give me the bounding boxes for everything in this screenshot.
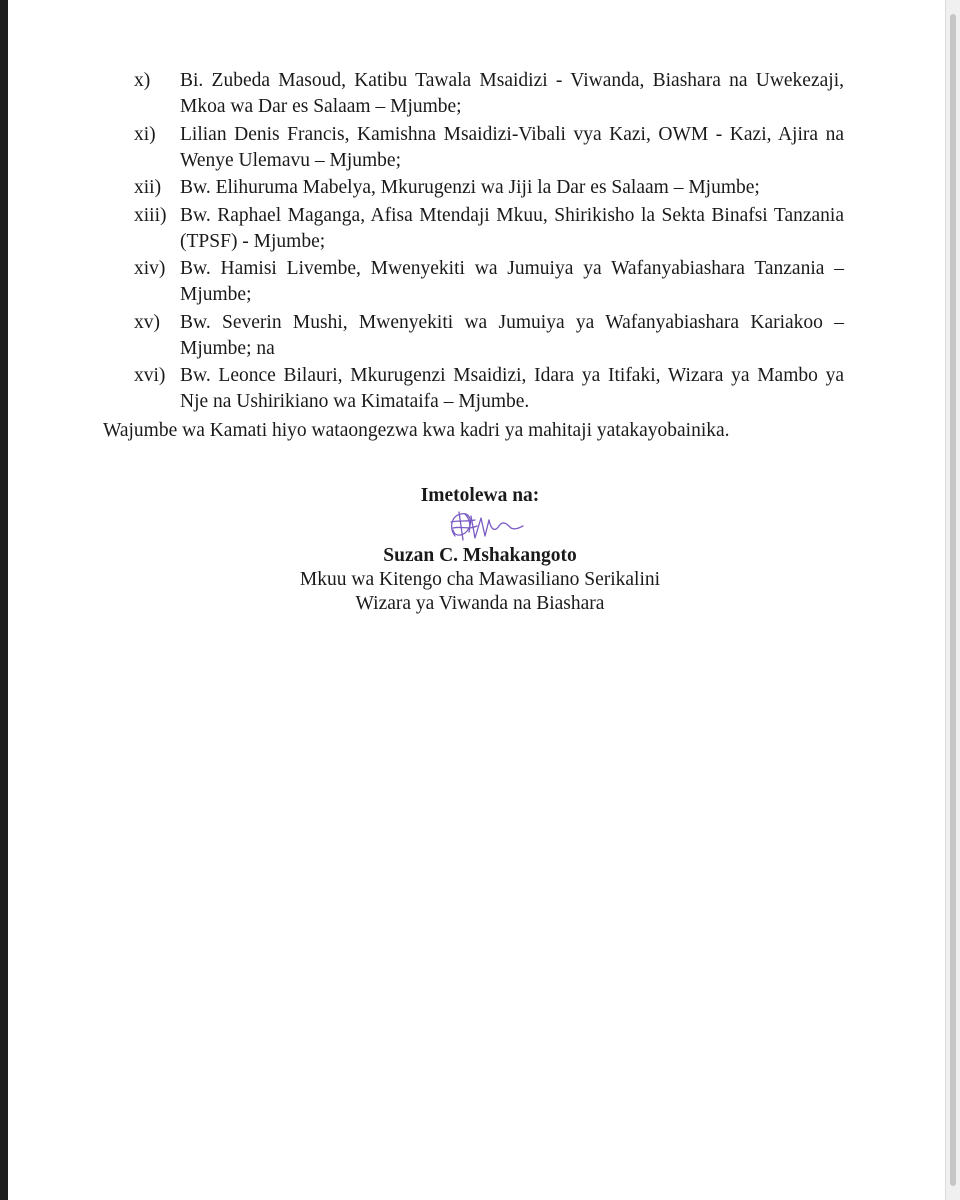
list-item [134, 203, 844, 255]
signer-ministry: Wizara ya Viwanda na Biashara [355, 593, 605, 614]
list-item-number: xii) [134, 177, 162, 198]
list-item-number: xi) [134, 123, 156, 145]
list-item [134, 122, 844, 174]
signer-name: Suzan C. Mshakangoto [383, 545, 577, 566]
list-item-number: xiv) [134, 258, 166, 279]
list-item-number: xiii) [134, 204, 167, 226]
scrollbar-thumb[interactable] [950, 14, 956, 1186]
list-item [134, 363, 844, 415]
list-item-number: x) [134, 70, 151, 91]
list-item-number: xvi) [134, 365, 166, 386]
list-item [134, 68, 844, 120]
committee-member-list [134, 68, 844, 417]
closing-paragraph: Wajumbe wa Kamati hiyo wataongezwa kwa kadri ya mahitaji yatakayobainika. [103, 420, 730, 441]
signature-block [280, 484, 680, 616]
handwritten-signature [425, 508, 535, 544]
list-item-text: Bw. Hamisi Livembe, Mwenyekiti wa Jumuiya ya Wafanyabiashara Tanzania – Mjumbe; [180, 258, 844, 305]
list-item-text: Bi. Zubeda Masoud, Katibu Tawala Msaidizi - Viwanda, Biashara na Uwekezaji, Mkoa wa Dar es Salaam – Mjumbe; [180, 70, 844, 117]
issued-by-label: Imetolewa na: [420, 485, 540, 506]
list-item [134, 310, 844, 362]
list-item-number: xv) [134, 311, 160, 333]
list-item-text: Lilian Denis Francis, Kamishna Msaidizi-Vibali vya Kazi, OWM - Kazi, Ajira na Wenye Ulemavu – Mjumbe; [180, 123, 844, 171]
list-item-text: Bw. Leonce Bilauri, Mkurugenzi Msaidizi, Idara ya Itifaki, Wizara ya Mambo ya Nje na Ushirikiano wa Kimataifa – Mjumbe. [180, 365, 844, 412]
list-item [134, 175, 844, 201]
signer-title: Mkuu wa Kitengo cha Mawasiliano Serikalini [299, 569, 661, 590]
list-item-text: Bw. Raphael Maganga, Afisa Mtendaji Mkuu, Shirikisho la Sekta Binafsi Tanzania (TPSF) - Mjumbe; [180, 204, 844, 252]
left-edge-rule [0, 0, 8, 1200]
scrollbar-track[interactable] [945, 0, 960, 1200]
list-item [134, 256, 844, 308]
list-item-text: Bw. Elihuruma Mabelya, Mkurugenzi wa Jiji la Dar es Salaam – Mjumbe; [180, 177, 760, 198]
list-item-text: Bw. Severin Mushi, Mwenyekiti wa Jumuiya ya Wafanyabiashara Kariakoo – Mjumbe; na [180, 311, 844, 359]
